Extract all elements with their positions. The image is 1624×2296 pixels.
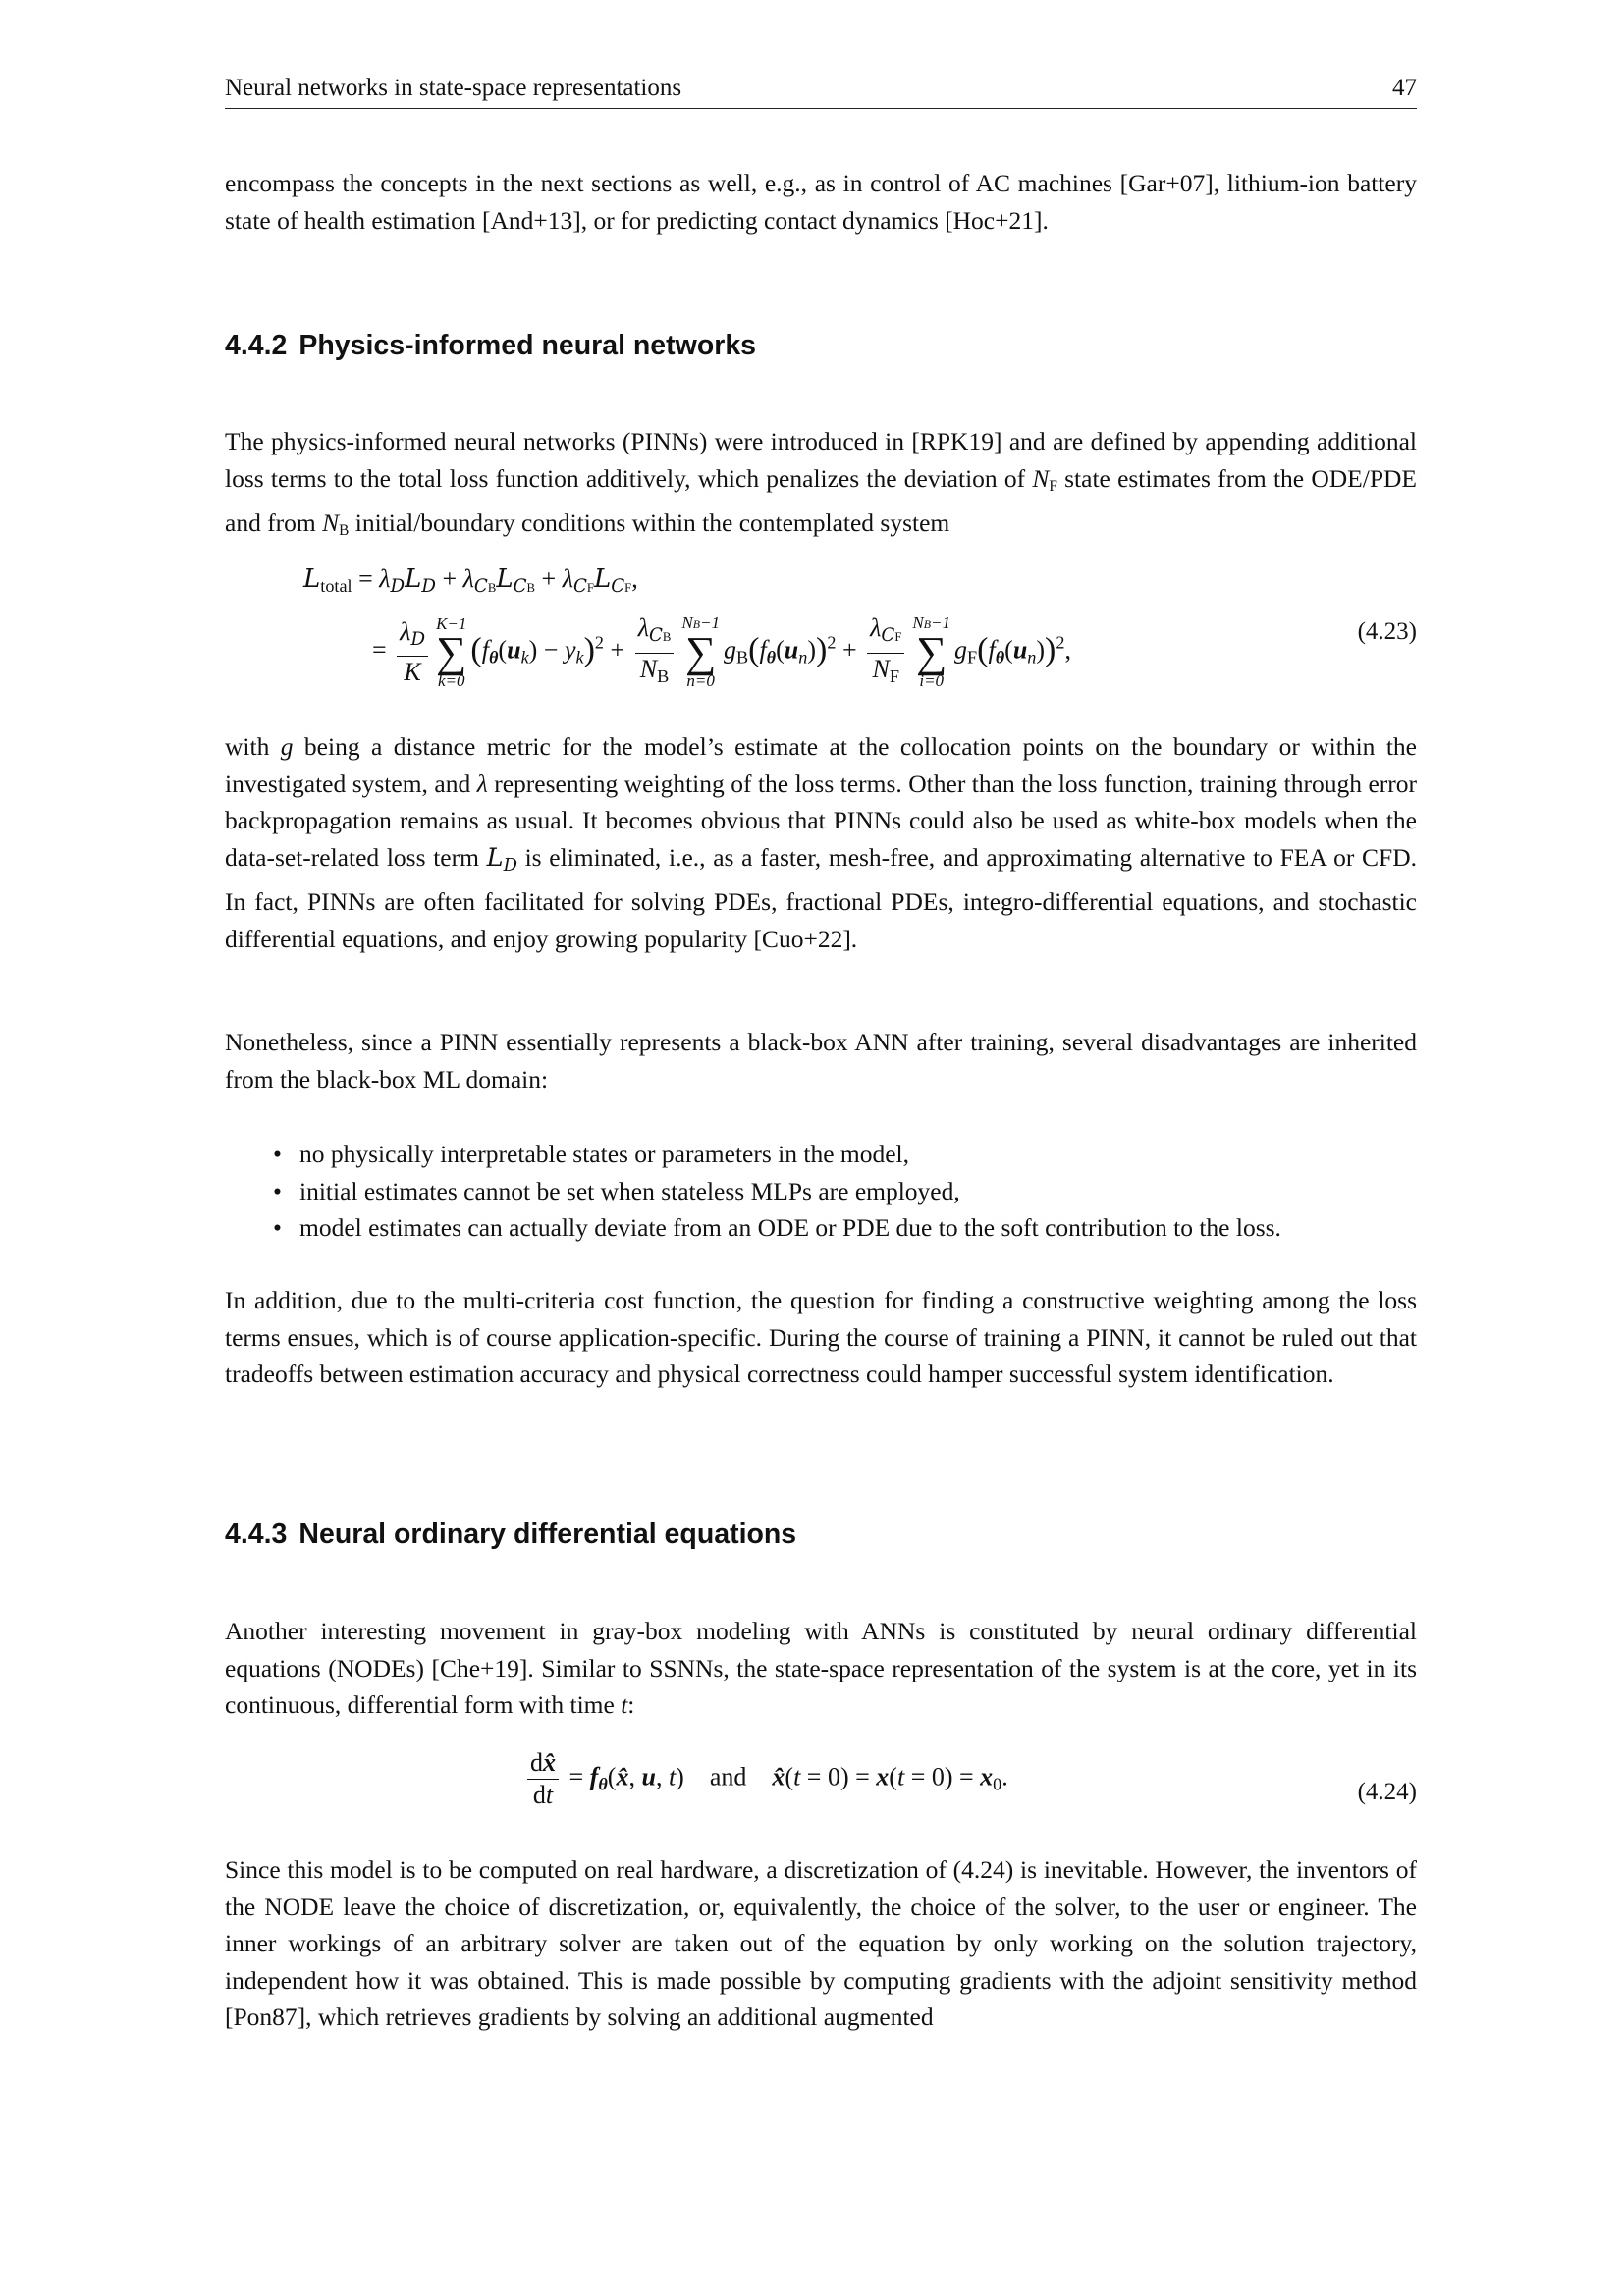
- section-heading-4-4-3: [225, 1517, 796, 1552]
- list-item: • model estimates can actually deviate from an ODE or PDE due to the soft contribution to the loss.: [225, 1209, 1281, 1247]
- text-run: :: [627, 1690, 635, 1720]
- page-number: 47: [1392, 75, 1417, 101]
- section-number: 4.4.3: [225, 1519, 288, 1550]
- text-run: initial/boundary conditions within the contemplated system: [349, 508, 950, 537]
- text-run: is eliminated, i.e., as a faster, mesh-free, and approximating alternative to FEA or CFD. In fact, PINNs are often facilitated for solving PDEs, fractional PDEs, integro-differential equations, and stochastic differential equations, and enjoy growing popularity [Cuo+22].: [225, 842, 1418, 953]
- list-item: • initial estimates cannot be set when stateless MLPs are employed,: [225, 1173, 1281, 1210]
- list-item: • no physically interpretable states or parameters in the model,: [225, 1136, 1281, 1173]
- disadvantages-list: [225, 1136, 1281, 1247]
- section-title: Neural ordinary differential equations: [298, 1519, 797, 1550]
- text-run: state estimates from the ODE/PDE and from: [225, 463, 1418, 537]
- equation-4-23-line-1: $L_{total} = \lambda_DL_D + \lambda_{CB}L_{CB} + \lambda_{CF}L_{CF}$,: [303, 564, 638, 598]
- section-heading-4-4-2: [225, 328, 756, 363]
- paragraph-since: Since this model is to be computed on real hardware, a discretization of (4.24) is inevitable. However, the inventors of the NODE leave the choice of discretization, or, equivalently, the choice of the solver, to the user or engineer. The inner workings of an arbitrary solver are taken out of the equation by only working on the solution trajectory, independent how it was obtained. This is made possible by computing gradients with the adjoint sensitivity method [Pon87], which retrieves gradients by solving an additional augmented: [225, 1855, 1417, 2032]
- paragraph-distance-metric: with g being a distance metric for the model’s estimate at the collocation points on the boundary or within the investigated system, and λ representing weighting of the loss terms. Other than the loss function, training through error backpropagation remains as usual. It becomes obvious that PINNs could also be used as white-box models when the data-set-related loss term $L_D$ is eliminated, i.e., as a faster, mesh-free, and approximating alternative to FEA or CFD. In fact, PINNs are often facilitated for solving PDEs, fractional PDEs, integro-differential equations, and stochastic differential equations, and enjoy growing popularity [Cuo+22].: [225, 732, 1418, 953]
- text-run: representing weighting of the loss terms. Other than the loss function, training through error backpropagation remains as usual. It becomes obvious that PINNs could also be used as white-box models when the data-set-related loss term: [225, 769, 1417, 872]
- section-title: Physics-informed neural networks: [298, 330, 757, 361]
- running-header: [225, 73, 1417, 109]
- paragraph-addition: In addition, due to the multi-criteria cost function, the question for finding a constructive weighting among the loss terms ensues, which is of course application-specific. During the course of training a PINN, it cannot be ruled out that tradeoffs between estimation accuracy and physical correctness could hamper successful system identification.: [225, 1286, 1417, 1389]
- text-run: The physics-informed neural networks (PINNs) were introduced in [RPK19] and are defined by appending additional loss terms to the total loss function additively, which penalizes the deviation of: [225, 427, 1417, 493]
- equation-and: and: [709, 1762, 747, 1791]
- text-run: Another interesting movement in gray-box modeling with ANNs is constituted by neural ordinary differential equations (NODEs) [Che+19]. Similar to SSNNs, the state-space representation of the system is at the core, yet in its continuous, differential form with time: [225, 1617, 1417, 1720]
- equation-number-4-23: (4.23): [1357, 618, 1417, 645]
- equation-number-4-24: (4.24): [1357, 1779, 1417, 1805]
- paragraph-intro: encompass the concepts in the next sections as well, e.g., as in control of AC machines [Gar+07], lithium-ion battery state of health estimation [And+13], or for predicting contact dynamics [Hoc+21].: [225, 169, 1417, 235]
- paragraph-pinn: The physics-informed neural networks (PINNs) were introduced in [RPK19] and are defined by appending additional loss terms to the total loss function additively, which penalizes the deviation of NF state estimates from the ODE/PDE and from NB initial/boundary conditions within the contemplated system: [225, 427, 1418, 539]
- section-number: 4.4.2: [225, 330, 288, 361]
- paragraph-node: Another interesting movement in gray-box modeling with ANNs is constituted by neural ordinary differential equations (NODEs) [Che+19]. Similar to SSNNs, the state-space representation of the system is at the core, yet in its continuous, differential form with time t:: [225, 1617, 1417, 1720]
- equation-4-24: $\frac{dx̂}{dt}$ = $f_\theta(x̂$, u, t) and x̂(t = $0) = x(t = 0) = x_0$.: [523, 1747, 1008, 1811]
- equation-4-23-line-2: = $\frac{\lambda_D}{K}$ K−1 ∑ k=0 $(f_\theta(u_k) - y_k)^2$ + $\frac{\lambda_{CB}}{N_B}$ NB−1 ∑ n=0 $g_B(f_\theta(u_n))^2$ + $\frac{\lambda_{CF}}{N_F}$ NB−1 ∑ i=0 $g_F(f_\theta(u_n))^2$,: [372, 614, 1071, 691]
- paragraph-nonetheless: Nonetheless, since a PINN essentially represents a black-box ANN after training, several disadvantages are inherited from the black-box ML domain:: [225, 1028, 1417, 1094]
- text-run: being a distance metric for the model’s estimate at the collocation points on the boundary or within the investigated system, and: [225, 732, 1418, 798]
- text-run: with: [225, 732, 281, 761]
- header-title: Neural networks in state-space representations: [225, 75, 682, 101]
